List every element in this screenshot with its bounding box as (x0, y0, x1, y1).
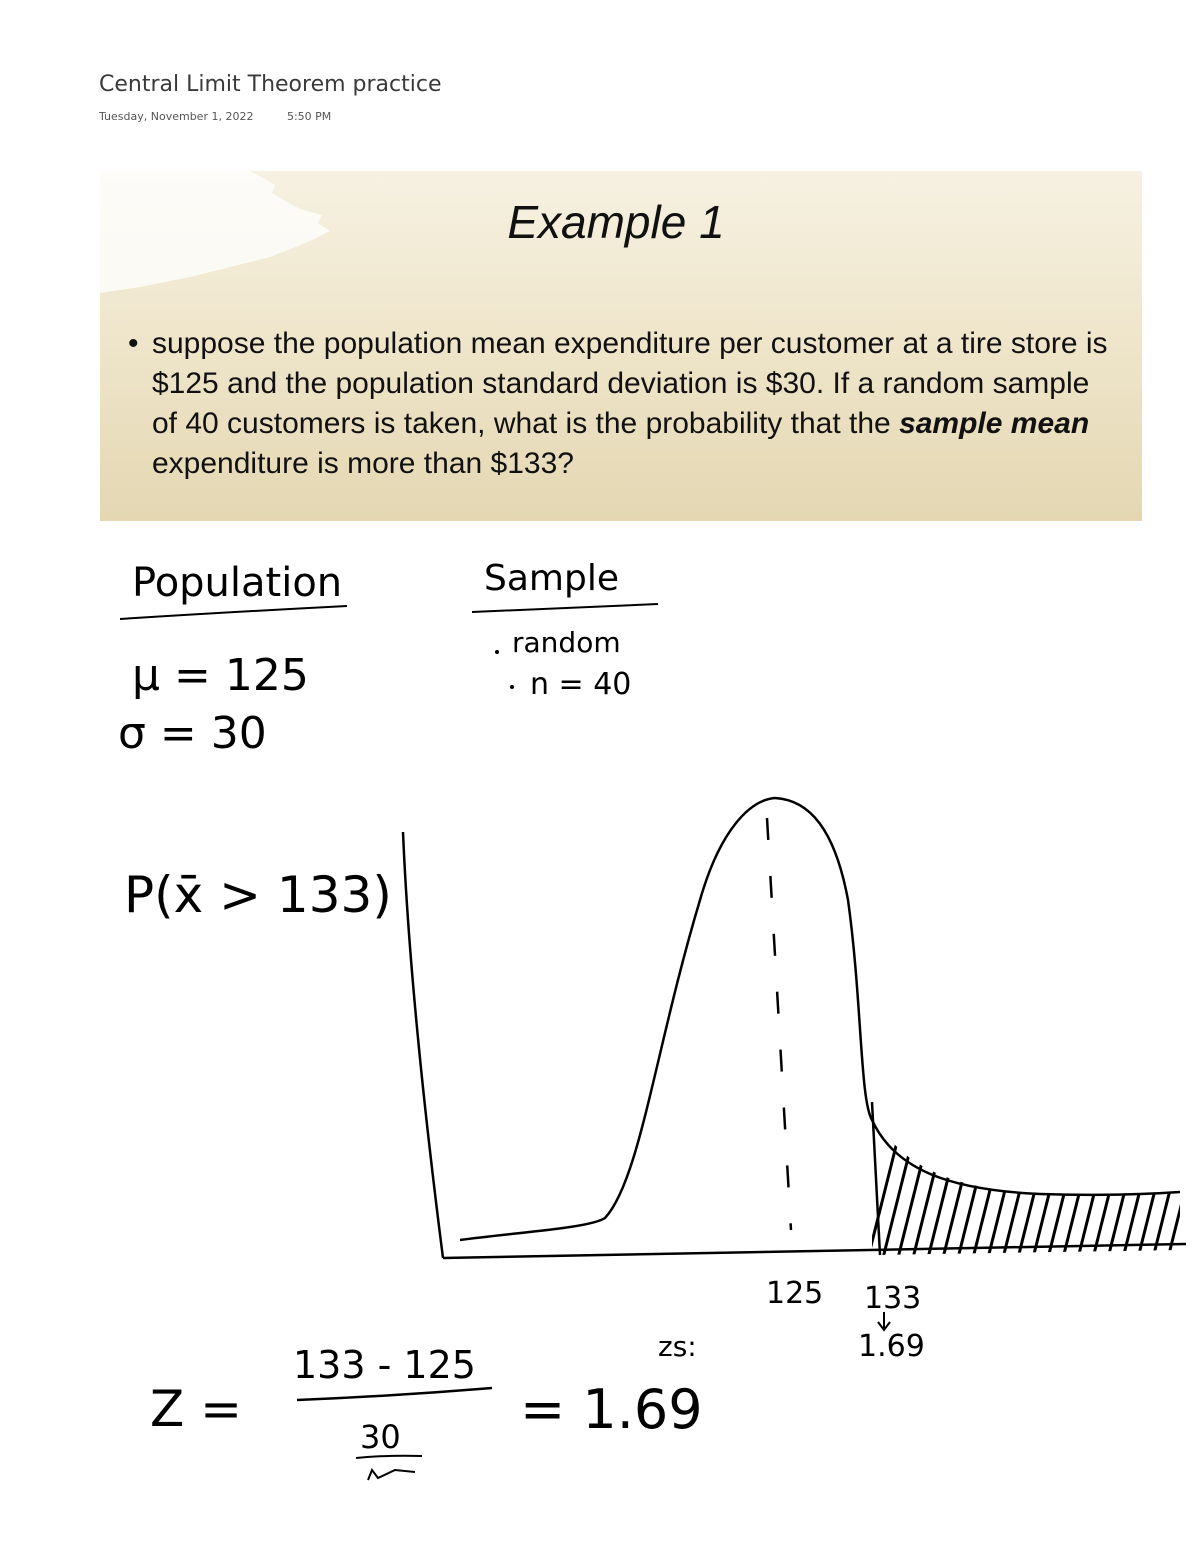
z-result: = 1.69 (520, 1378, 703, 1441)
probability-statement: P(x̄ > 133) (124, 866, 392, 924)
bullet-emphasis: sample mean (899, 407, 1090, 440)
bullet-text-before: suppose the population mean expenditure per customer at a tire store is $125 and the population standard deviation is $30. If a random sample of 40 customers is taken, what is the probability that the (152, 327, 1108, 440)
bullet-mark (495, 650, 499, 654)
zs-label: zs: (658, 1330, 697, 1363)
sample-item-n: n = 40 (530, 667, 632, 702)
fraction-bar (297, 1388, 492, 1400)
axis-label-mean: 125 (766, 1276, 824, 1311)
z-denominator: 30 (360, 1418, 401, 1456)
slide-title: Example 1 (507, 196, 725, 248)
y-axis-line (403, 832, 443, 1258)
note-date: Tuesday, November 1, 2022 (99, 110, 254, 123)
axis-label-133: 133 (864, 1281, 922, 1316)
population-heading: Population (132, 560, 343, 606)
axis-label-z: 1.69 (858, 1329, 925, 1364)
population-underline (120, 606, 347, 619)
x-axis-line (443, 1244, 1186, 1258)
note-time: 5:50 PM (286, 110, 332, 123)
normal-curve (460, 798, 1180, 1240)
mu-line: μ = 125 (132, 650, 309, 701)
page-title: Central Limit Theorem practice (99, 72, 442, 97)
sigma-line: σ = 30 (118, 708, 267, 759)
sqrt-partial-icon (368, 1470, 415, 1480)
z-numerator: 133 - 125 (293, 1343, 476, 1387)
sample-underline (472, 604, 658, 612)
sample-heading: Sample (484, 558, 619, 599)
bullet-mark (510, 685, 514, 689)
sample-item-random: random (512, 626, 621, 659)
mean-dashed-line (767, 818, 791, 1230)
bullet-text-after: expenditure is more than $133? (152, 447, 574, 480)
z-label: Z = (150, 1380, 243, 1438)
bullet-dot-icon: • (128, 327, 139, 360)
denominator-underline (356, 1456, 422, 1458)
